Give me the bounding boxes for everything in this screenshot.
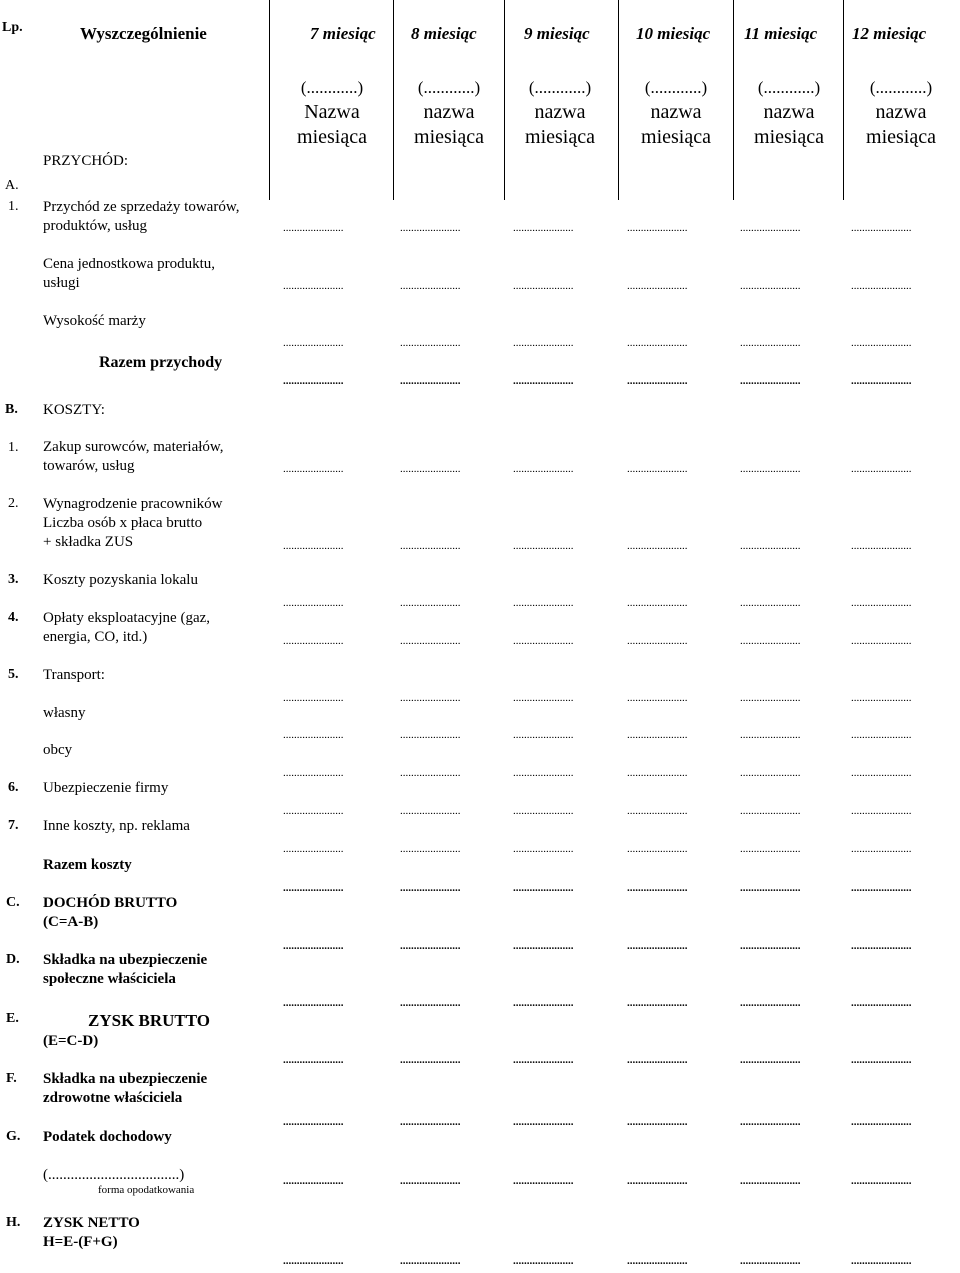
fill-in-field[interactable]: ...................... [740,597,801,609]
row-label: Opłaty eksploatacyjne (gaz, energia, CO, itd.) [43,610,211,645]
fill-in-field[interactable]: ...................... [851,375,912,387]
row-num: 2. [8,496,19,511]
fill-in-field[interactable]: ...................... [627,1255,688,1267]
fill-in-field[interactable]: ...................... [283,882,344,894]
fill-in-field[interactable]: ...................... [851,1054,912,1066]
fill-in-field[interactable]: ...................... [400,767,461,779]
razem-przychody: Razem przychody [99,354,223,371]
column-divider [269,0,270,200]
fill-in-field[interactable]: ...................... [851,222,912,234]
fill-in-field[interactable]: ...................... [851,729,912,741]
fill-in-field[interactable]: ...................... [740,843,801,855]
fill-in-field[interactable]: ...................... [400,222,461,234]
fill-in-field[interactable]: ...................... [627,337,688,349]
fill-in-field[interactable]: ...................... [627,729,688,741]
fill-in-field[interactable]: ...................... [283,540,344,552]
fill-in-field[interactable]: ...................... [513,692,574,704]
fill-in-field[interactable]: ...................... [627,280,688,292]
fill-in-field[interactable]: ...................... [740,692,801,704]
fill-in-field[interactable]: ...................... [283,1175,344,1187]
fill-in-field[interactable]: ...................... [740,940,801,952]
month-header: 12 miesiąc [852,24,927,43]
fill-in-field[interactable]: ...................... [627,805,688,817]
fill-in-field[interactable]: ...................... [513,1116,574,1128]
fill-in-field[interactable]: ...................... [513,805,574,817]
fill-in-field[interactable]: ...................... [627,1054,688,1066]
fill-in-field[interactable]: ...................... [400,337,461,349]
row-num: 4. [8,610,19,625]
fill-in-field[interactable]: ...................... [851,997,912,1009]
fill-in-field[interactable]: ...................... [513,1255,574,1267]
row-label: Przychód ze sprzedaży towarów, produktów, usług [43,199,240,234]
row-label: Koszty pozyskania lokalu [43,572,198,588]
fill-in-field[interactable]: ...................... [283,635,344,647]
row-num: 6. [8,780,19,795]
section-d-letter: D. [6,952,20,967]
section-e-letter: E. [6,1011,19,1026]
fill-in-field[interactable]: ...................... [627,692,688,704]
fill-in-field[interactable]: ...................... [740,805,801,817]
fill-in-field[interactable]: ...................... [627,375,688,387]
fill-in-field[interactable]: ...................... [851,1175,912,1187]
fill-in-field[interactable]: ...................... [400,1054,461,1066]
fill-in-field[interactable]: ...................... [851,540,912,552]
razem-koszty: Razem koszty [43,857,132,873]
fill-in-field[interactable]: ...................... [627,1175,688,1187]
month-header: 9 miesiąc [524,24,590,43]
fill-in-field[interactable]: ...................... [851,597,912,609]
fill-in-field[interactable]: ...................... [400,280,461,292]
month-name-paren[interactable]: (............) [757,78,821,97]
fill-in-field[interactable]: ...................... [400,1255,461,1267]
fill-in-field[interactable]: ...................... [851,635,912,647]
fill-in-field[interactable]: ...................... [283,1116,344,1128]
month-name-paren[interactable]: (............) [869,78,933,97]
fill-in-field[interactable]: ...................... [513,1054,574,1066]
fill-in-field[interactable]: ...................... [740,1175,801,1187]
fill-in-field[interactable]: ...................... [283,1255,344,1267]
fill-in-field[interactable]: ...................... [400,540,461,552]
fill-in-field[interactable]: ...................... [627,463,688,475]
fill-in-field[interactable]: ...................... [627,767,688,779]
fill-in-field[interactable]: ...................... [283,729,344,741]
fill-in-field[interactable]: ...................... [283,463,344,475]
month-name: nazwa miesiąca [754,101,824,148]
dochod-brutto: DOCHÓD BRUTTO (C=A-B) [43,895,178,930]
fill-in-field[interactable]: ...................... [513,997,574,1009]
fill-in-field[interactable]: ...................... [740,767,801,779]
fill-in-field[interactable]: ...................... [627,940,688,952]
fill-in-field[interactable]: ...................... [513,1175,574,1187]
fill-in-field[interactable]: ...................... [283,997,344,1009]
fill-in-field[interactable]: ...................... [513,337,574,349]
fill-in-field[interactable]: ...................... [513,463,574,475]
fill-in-field[interactable]: ...................... [513,375,574,387]
month-name: Nazwa miesiąca [297,101,367,148]
row-label: Wysokość marży [43,313,146,329]
fill-in-field[interactable]: ...................... [740,540,801,552]
fill-in-field[interactable]: ...................... [627,882,688,894]
row-label: Transport: [43,667,105,683]
skladka-zdrowotne: Składka na ubezpieczenie zdrowotne właściciela [43,1071,208,1106]
section-b-letter: B. [5,402,18,417]
fill-in-field[interactable]: ...................... [627,997,688,1009]
row-label: Wynagrodzenie pracowników Liczba osób x płaca brutto + składka ZUS [43,496,223,550]
forma-caption: forma opodatkowania [98,1184,195,1196]
month-header: 11 miesiąc [744,24,818,43]
fill-in-field[interactable]: ...................... [627,540,688,552]
fill-in-field[interactable]: ...................... [400,997,461,1009]
forma-field[interactable]: (...................................) [43,1167,185,1183]
fill-in-field[interactable]: ...................... [283,375,344,387]
fill-in-field[interactable]: ...................... [400,940,461,952]
row-num: 5. [8,667,19,682]
fill-in-field[interactable]: ...................... [513,767,574,779]
fill-in-field[interactable]: ...................... [283,805,344,817]
fill-in-field[interactable]: ...................... [513,882,574,894]
month-name: nazwa miesiąca [866,101,936,148]
month-header: 10 miesiąc [636,24,711,43]
fill-in-field[interactable]: ...................... [627,222,688,234]
fill-in-field[interactable]: ...................... [400,882,461,894]
row-num: 7. [8,818,19,833]
fill-in-field[interactable]: ...................... [513,729,574,741]
podatek-dochodowy: Podatek dochodowy [43,1129,172,1145]
fill-in-field[interactable]: ...................... [400,805,461,817]
fill-in-field[interactable]: ...................... [513,222,574,234]
row-num: 1. [8,440,19,455]
fill-in-field[interactable]: ...................... [283,692,344,704]
section-a-title: PRZYCHÓD: [43,153,129,169]
fill-in-field[interactable]: ...................... [740,729,801,741]
month-name-paren[interactable]: (............) [300,78,364,97]
section-c-letter: C. [6,895,20,910]
zysk-netto: ZYSK NETTO H=E-(F+G) [43,1215,140,1250]
month-name-paren[interactable]: (............) [417,78,481,97]
fill-in-field[interactable]: ...................... [851,1116,912,1128]
row-label: Ubezpieczenie firmy [43,780,169,796]
fill-in-field[interactable]: ...................... [740,337,801,349]
month-header: 8 miesiąc [411,24,477,43]
skladka-spoleczne: Składka na ubezpieczenie społeczne właściciela [43,952,208,987]
month-name-paren[interactable]: (............) [644,78,708,97]
fill-in-field[interactable]: ...................... [851,843,912,855]
month-name: nazwa miesiąca [641,101,711,148]
row-label: Zakup surowców, materiałów, towarów, usług [43,439,224,474]
fill-in-field[interactable]: ...................... [283,940,344,952]
fill-in-field[interactable]: ...................... [283,337,344,349]
section-b-title: KOSZTY: [43,402,105,418]
fill-in-field[interactable]: ...................... [740,1116,801,1128]
fill-in-field[interactable]: ...................... [283,280,344,292]
fill-in-field[interactable]: ...................... [740,1054,801,1066]
lp-header: Lp. [2,20,23,35]
fill-in-field[interactable]: ...................... [400,635,461,647]
section-a-num: 1. [8,199,19,214]
row-label: Inne koszty, np. reklama [43,818,190,834]
fill-in-field[interactable]: ...................... [283,597,344,609]
section-a-letter: A. [5,178,19,193]
fill-in-field[interactable]: ...................... [740,280,801,292]
fill-in-field[interactable]: ...................... [740,222,801,234]
row-label: obcy [43,742,73,758]
zysk-brutto-formula: (E=C-D) [43,1033,99,1049]
fill-in-field[interactable]: ...................... [400,1175,461,1187]
fill-in-field[interactable]: ...................... [513,843,574,855]
fill-in-field[interactable]: ...................... [851,692,912,704]
fill-in-field[interactable]: ...................... [851,337,912,349]
month-header: 7 miesiąc [310,24,376,43]
fill-in-field[interactable]: ...................... [740,463,801,475]
month-name-paren[interactable]: (............) [528,78,592,97]
fill-in-field[interactable]: ...................... [627,597,688,609]
fill-in-field[interactable]: ...................... [740,882,801,894]
fill-in-field[interactable]: ...................... [400,375,461,387]
fill-in-field[interactable]: ...................... [283,222,344,234]
fill-in-field[interactable]: ...................... [627,635,688,647]
fill-in-field[interactable]: ...................... [627,1116,688,1128]
fill-in-field[interactable]: ...................... [740,635,801,647]
fill-in-field[interactable]: ...................... [513,940,574,952]
fill-in-field[interactable]: ...................... [740,1255,801,1267]
fill-in-field[interactable]: ...................... [513,635,574,647]
row-num: 3. [8,572,19,587]
fill-in-field[interactable]: ...................... [513,280,574,292]
fill-in-field[interactable]: ...................... [400,597,461,609]
fill-in-field[interactable]: ...................... [627,843,688,855]
fill-in-field[interactable]: ...................... [851,463,912,475]
row-label: własny [43,705,86,721]
fill-in-field[interactable]: ...................... [400,463,461,475]
section-g-letter: G. [6,1129,21,1144]
fill-in-field[interactable]: ...................... [283,767,344,779]
wyszczegolnienie-header: Wyszczególnienie [80,24,207,43]
fill-in-field[interactable]: ...................... [851,1255,912,1267]
fill-in-field[interactable]: ...................... [400,843,461,855]
fill-in-field[interactable]: ...................... [851,882,912,894]
fill-in-field[interactable]: ...................... [740,375,801,387]
fill-in-field[interactable]: ...................... [740,997,801,1009]
fill-in-field[interactable]: ...................... [283,843,344,855]
section-f-letter: F. [6,1071,17,1086]
row-label: Cena jednostkowa produktu, usługi [43,256,216,291]
month-name: nazwa miesiąca [414,101,484,148]
fill-in-field[interactable]: ...................... [513,540,574,552]
section-h-letter: H. [6,1215,21,1230]
fill-in-field[interactable]: ...................... [400,729,461,741]
fill-in-field[interactable]: ...................... [851,280,912,292]
fill-in-field[interactable]: ...................... [400,1116,461,1128]
fill-in-field[interactable]: ...................... [283,1054,344,1066]
zysk-brutto: ZYSK BRUTTO [88,1011,211,1030]
fill-in-field[interactable]: ...................... [851,940,912,952]
fill-in-field[interactable]: ...................... [851,767,912,779]
fill-in-field[interactable]: ...................... [513,597,574,609]
fill-in-field[interactable]: ...................... [400,692,461,704]
fill-in-field[interactable]: ...................... [851,805,912,817]
month-name: nazwa miesiąca [525,101,595,148]
